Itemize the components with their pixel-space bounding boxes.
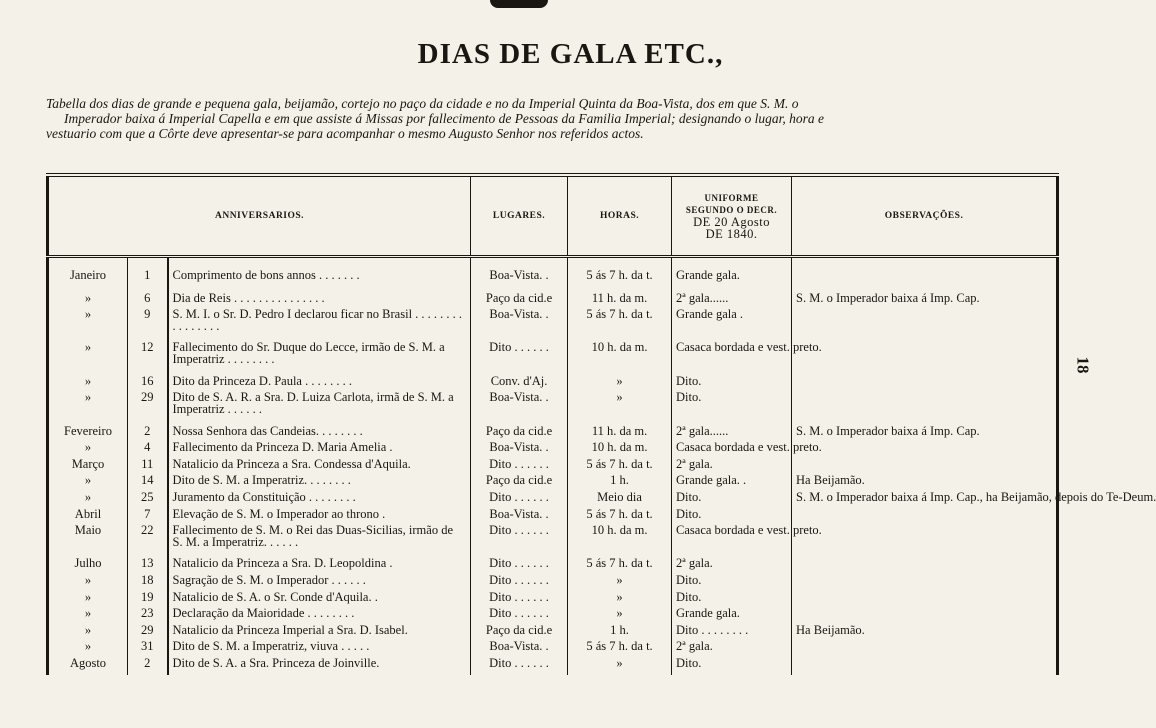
hour-cell: » bbox=[568, 392, 672, 425]
uniform-cell: Grande gala. bbox=[672, 608, 792, 625]
description-cell: Dito de S. A. R. a Sra. D. Luiza Carlota, irmã de S. M. a Imperatriz . . . . . . bbox=[168, 392, 471, 425]
place-cell: Dito . . . . . . bbox=[471, 658, 568, 675]
place-cell: Dito . . . . . . bbox=[471, 342, 568, 375]
day-cell: 14 bbox=[128, 475, 168, 492]
header-hours: HORAS. bbox=[568, 175, 672, 257]
place-cell: Boa-Vista. . bbox=[471, 257, 568, 293]
hour-cell: » bbox=[568, 592, 672, 609]
hour-cell: 5 ás 7 h. da t. bbox=[568, 257, 672, 293]
uniform-cell: Dito. bbox=[672, 509, 792, 526]
table-row bbox=[48, 342, 1058, 375]
month-cell: » bbox=[84, 639, 92, 654]
place-cell: Dito . . . . . . bbox=[471, 592, 568, 609]
uniform-cell: 2ª gala...... bbox=[672, 293, 792, 310]
table-header-row bbox=[48, 175, 1058, 257]
uniform-cell: 2ª gala...... bbox=[672, 426, 792, 443]
hour-cell: 10 h. da m. bbox=[568, 525, 672, 558]
description-cell: Fallecimento da Princeza D. Maria Amelia . bbox=[168, 442, 471, 459]
observation-cell bbox=[792, 442, 1058, 459]
place-cell: Dito . . . . . . bbox=[471, 525, 568, 558]
day-cell: 29 bbox=[128, 625, 168, 642]
month-cell: Maio bbox=[74, 523, 102, 538]
observation-cell bbox=[792, 641, 1058, 658]
hour-cell: Meio dia bbox=[568, 492, 672, 509]
observation-cell bbox=[792, 558, 1058, 575]
observation-cell: S. M. o Imperador baixa á Imp. Cap. bbox=[792, 293, 1058, 310]
day-cell: 29 bbox=[128, 392, 168, 425]
observation-cell: S. M. o Imperador baixa á Imp. Cap., ha Beijamão, depois do Te-Deum. bbox=[792, 492, 1058, 509]
uniform-cell: Dito. bbox=[672, 592, 792, 609]
day-cell: 16 bbox=[128, 376, 168, 393]
header-uniform-line-3: DE 20 Agosto bbox=[693, 215, 770, 229]
description-cell: S. M. I. o Sr. D. Pedro I declarou ficar no Brasil . . . . . . . . . . . . . . . . bbox=[168, 309, 471, 342]
page-title: DIAS DE GALA ETC., bbox=[417, 38, 724, 70]
month-cell: Julho bbox=[74, 556, 102, 571]
description-cell: Dito de S. A. a Sra. Princeza de Joinville. bbox=[168, 658, 471, 675]
description-cell: Dia de Reis . . . . . . . . . . . . . . . bbox=[168, 293, 471, 310]
day-cell: 7 bbox=[128, 509, 168, 526]
hour-cell: 1 h. bbox=[568, 625, 672, 642]
hour-cell: 11 h. da m. bbox=[568, 293, 672, 310]
intro-line-2: Imperador baixa á Imperial Capella e em que assiste á Missas por fallecimento de Pessoas da Familia Imperial; designando o lugar, hora e bbox=[64, 111, 825, 126]
month-cell: » bbox=[84, 340, 92, 355]
uniform-cell: Casaca bordada e vest. preto. bbox=[672, 342, 792, 375]
header-uniform-line-4: DE 1840. bbox=[705, 227, 758, 241]
observation-cell: Ha Beijamão. bbox=[792, 625, 1058, 642]
hour-cell: » bbox=[568, 376, 672, 393]
place-cell: Paço da cid.e bbox=[471, 475, 568, 492]
place-cell: Paço da cid.e bbox=[471, 293, 568, 310]
day-cell: 9 bbox=[128, 309, 168, 342]
header-observations: OBSERVAÇÕES. bbox=[792, 175, 1058, 257]
description-cell: Natalicio da Princeza a Sra. D. Leopoldina . bbox=[168, 558, 471, 575]
month-cell: » bbox=[84, 622, 92, 637]
uniform-cell: 2ª gala. bbox=[672, 558, 792, 575]
day-cell: 18 bbox=[128, 575, 168, 592]
day-cell: 25 bbox=[128, 492, 168, 509]
description-cell: Juramento da Constituição . . . . . . . . bbox=[168, 492, 471, 509]
day-cell: 11 bbox=[128, 459, 168, 476]
place-cell: Dito . . . . . . bbox=[471, 575, 568, 592]
month-cell: » bbox=[84, 589, 92, 604]
place-cell: Boa-Vista. . bbox=[471, 509, 568, 526]
hour-cell: » bbox=[568, 608, 672, 625]
page-number: 18 bbox=[1073, 356, 1093, 374]
table-row bbox=[48, 525, 1058, 558]
hour-cell: 5 ás 7 h. da t. bbox=[568, 309, 672, 342]
description-cell: Dito de S. M. a Imperatriz, viuva . . . . . bbox=[168, 641, 471, 658]
description-cell: Fallecimento do Sr. Duque do Lecce, irmão de S. M. a Imperatriz . . . . . . . . bbox=[168, 342, 471, 375]
description-cell: Natalicio de S. A. o Sr. Conde d'Aquila. . bbox=[168, 592, 471, 609]
header-places: LUGARES. bbox=[471, 175, 568, 257]
hour-cell: 10 h. da m. bbox=[568, 342, 672, 375]
place-cell: Dito . . . . . . bbox=[471, 558, 568, 575]
hour-cell: » bbox=[568, 658, 672, 675]
table-row bbox=[48, 257, 1058, 293]
hour-cell: 5 ás 7 h. da t. bbox=[568, 558, 672, 575]
gala-days-table bbox=[46, 173, 1156, 675]
uniform-cell: Dito. bbox=[672, 658, 792, 675]
uniform-cell: Grande gala . bbox=[672, 309, 792, 342]
hour-cell: 5 ás 7 h. da t. bbox=[568, 509, 672, 526]
day-cell: 12 bbox=[128, 342, 168, 375]
hour-cell: 11 h. da m. bbox=[568, 426, 672, 443]
month-cell: » bbox=[84, 390, 92, 405]
uniform-cell: Casaca bordada e vest. preto. bbox=[672, 442, 792, 459]
hour-cell: 10 h. da m. bbox=[568, 442, 672, 459]
hour-cell: » bbox=[568, 575, 672, 592]
description-cell: Declaração da Maioridade . . . . . . . . bbox=[168, 608, 471, 625]
month-cell: » bbox=[84, 606, 92, 621]
observation-cell bbox=[792, 376, 1058, 393]
description-cell: Sagração de S. M. o Imperador . . . . . . bbox=[168, 575, 471, 592]
uniform-cell: Dito. bbox=[672, 575, 792, 592]
hour-cell: 1 h. bbox=[568, 475, 672, 492]
place-cell: Boa-Vista. . bbox=[471, 442, 568, 459]
description-cell: Fallecimento de S. M. o Rei das Duas-Sicilias, irmão de S. M. a Imperatriz. . . . . . bbox=[168, 525, 471, 558]
description-cell: Elevação de S. M. o Imperador ao throno . bbox=[168, 509, 471, 526]
day-cell: 2 bbox=[128, 658, 168, 675]
month-cell: Abril bbox=[74, 506, 102, 521]
place-cell: Boa-Vista. . bbox=[471, 392, 568, 425]
observation-cell bbox=[792, 575, 1058, 592]
header-uniform bbox=[672, 175, 792, 257]
uniform-cell: Dito. bbox=[672, 492, 792, 509]
uniform-cell: 2ª gala. bbox=[672, 459, 792, 476]
place-cell: Paço da cid.e bbox=[471, 625, 568, 642]
header-uniform-line-1: UNIFORME bbox=[704, 193, 759, 203]
observation-cell bbox=[792, 342, 1058, 375]
day-cell: 13 bbox=[128, 558, 168, 575]
month-cell: » bbox=[84, 489, 92, 504]
table-row bbox=[48, 309, 1058, 342]
month-cell: » bbox=[84, 373, 92, 388]
observation-cell bbox=[792, 392, 1058, 425]
month-cell: » bbox=[84, 440, 92, 455]
day-cell: 1 bbox=[128, 257, 168, 293]
day-cell: 4 bbox=[128, 442, 168, 459]
uniform-cell: Grande gala. . bbox=[672, 475, 792, 492]
table-body bbox=[48, 257, 1156, 676]
day-cell: 23 bbox=[128, 608, 168, 625]
observation-cell bbox=[792, 592, 1058, 609]
place-cell: Dito . . . . . . bbox=[471, 492, 568, 509]
month-cell: Fevereiro bbox=[64, 423, 112, 438]
description-cell: Natalicio da Princeza Imperial a Sra. D. Isabel. bbox=[168, 625, 471, 642]
observation-cell: Ha Beijamão. bbox=[792, 475, 1058, 492]
intro-line-3: vestuario com que a Côrte deve apresentar-se para acompanhar o mesmo Augusto Senhor nos referidos actos. bbox=[46, 126, 644, 141]
uniform-cell: 2ª gala. bbox=[672, 641, 792, 658]
intro-line-1: Tabella dos dias de grande e pequena gala, beijamão, cortejo no paço da cidade e no da Imperial Quinta da Boa-Vista, dos em que S. M. o bbox=[46, 96, 799, 111]
observation-cell bbox=[792, 658, 1058, 675]
uniform-cell: Grande gala. bbox=[672, 257, 792, 293]
month-cell: » bbox=[84, 573, 92, 588]
month-cell: » bbox=[84, 307, 92, 322]
day-cell: 2 bbox=[128, 426, 168, 443]
month-cell: » bbox=[84, 290, 92, 305]
place-cell: Boa-Vista. . bbox=[471, 309, 568, 342]
description-cell: Natalicio da Princeza a Sra. Condessa d'Aquila. bbox=[168, 459, 471, 476]
description-cell: Dito da Princeza D. Paula . . . . . . . . bbox=[168, 376, 471, 393]
day-cell: 22 bbox=[128, 525, 168, 558]
month-cell: Janeiro bbox=[69, 268, 107, 282]
month-cell: Agosto bbox=[69, 656, 107, 671]
uniform-cell: Casaca bordada e vest. preto. bbox=[672, 525, 792, 558]
place-cell: Paço da cid.e bbox=[471, 426, 568, 443]
hour-cell: 5 ás 7 h. da t. bbox=[568, 641, 672, 658]
day-cell: 31 bbox=[128, 641, 168, 658]
description-cell: Comprimento de bons annos . . . . . . . bbox=[168, 257, 471, 293]
hour-cell: 5 ás 7 h. da t. bbox=[568, 459, 672, 476]
header-anniversaries: ANNIVERSARIOS. bbox=[48, 175, 471, 257]
observation-cell: S. M. o Imperador baixa á Imp. Cap. bbox=[792, 426, 1058, 443]
top-ornament bbox=[490, 0, 548, 8]
description-cell: Dito de S. M. a Imperatriz. . . . . . . . bbox=[168, 475, 471, 492]
month-cell: » bbox=[84, 473, 92, 488]
month-cell: Março bbox=[71, 456, 105, 471]
uniform-cell: Dito. bbox=[672, 392, 792, 425]
uniform-cell: Dito. bbox=[672, 376, 792, 393]
observation-cell bbox=[792, 257, 1058, 293]
uniform-cell: Dito . . . . . . . . bbox=[672, 625, 792, 642]
day-cell: 19 bbox=[128, 592, 168, 609]
observation-cell bbox=[792, 309, 1058, 342]
description-cell: Nossa Senhora das Candeias. . . . . . . . bbox=[168, 426, 471, 443]
day-cell: 6 bbox=[128, 293, 168, 310]
observation-cell bbox=[792, 525, 1058, 558]
header-uniform-line-2: SEGUNDO O DECR. bbox=[685, 205, 778, 215]
place-cell: Boa-Vista. . bbox=[471, 641, 568, 658]
intro-paragraph bbox=[46, 96, 1096, 141]
place-cell: Dito . . . . . . bbox=[471, 608, 568, 625]
place-cell: Conv. d'Aj. bbox=[471, 376, 568, 393]
place-cell: Dito . . . . . . bbox=[471, 459, 568, 476]
table-row bbox=[48, 658, 1058, 675]
table-row bbox=[48, 392, 1058, 425]
observation-cell bbox=[792, 509, 1058, 526]
